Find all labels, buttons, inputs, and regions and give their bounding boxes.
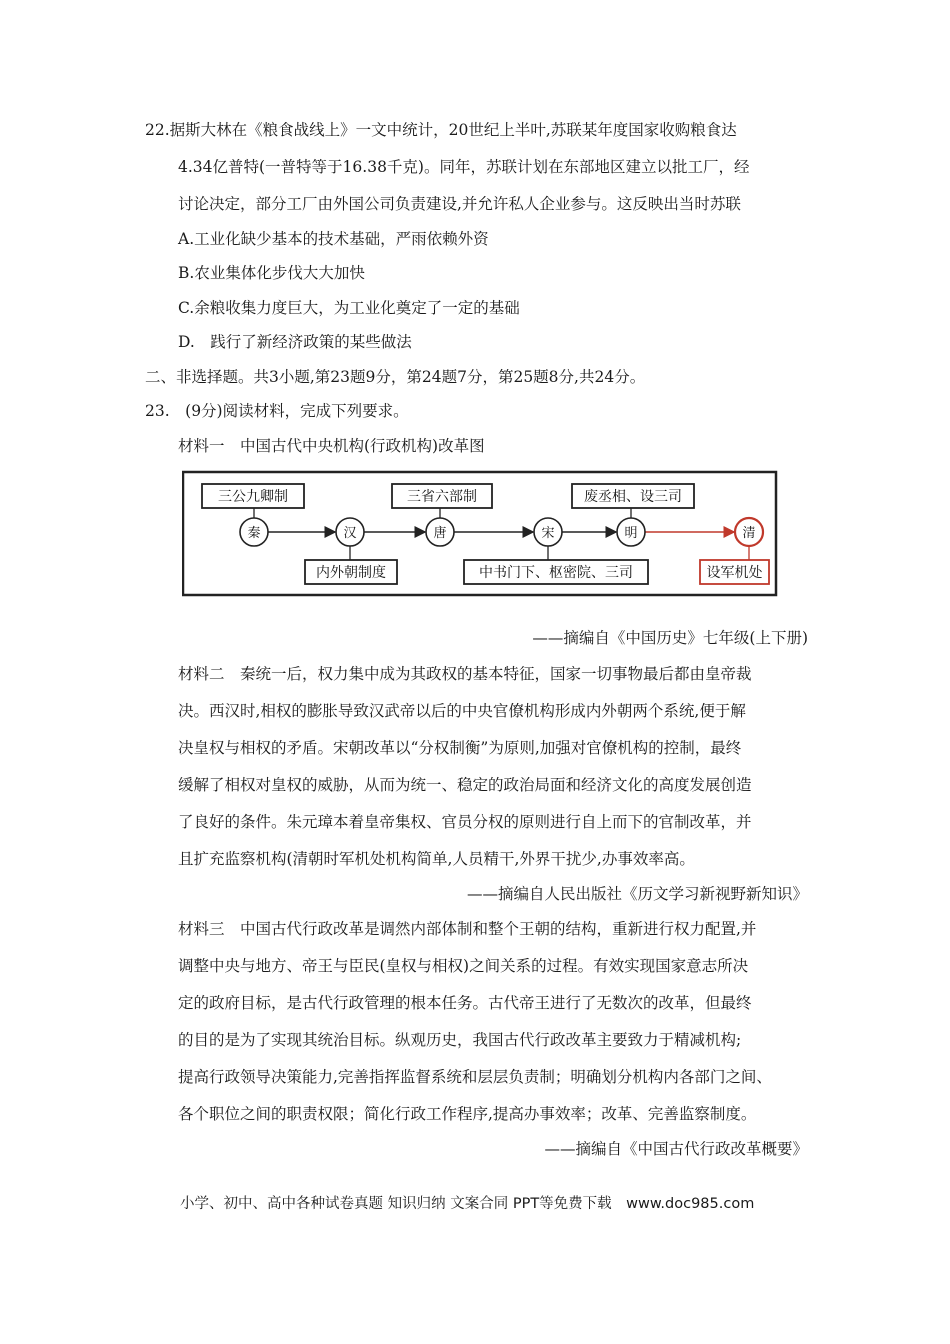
material3-line-1: 材料三 中国古代行政改革是调然内部体制和整个王朝的结构，重新进行权力配置,并 [178,920,757,938]
material2-line-5: 了良好的条件。朱元璋本着皇帝集权、官员分权的原则进行自上而下的官制改革，并 [178,813,752,831]
reform-diagram [182,470,782,600]
material2-line-6: 且扩充监察机构(清朝时军机处机构简单,人员精干,外界干扰少,办事效率高。 [178,850,695,868]
dynasty-label: 秦 [247,526,261,541]
material2-line-3: 决皇权与相权的矛盾。宋朝改革以“分权制衡”为原则,加强对官僚机构的控制，最终 [178,739,742,757]
material3-line-4: 的目的是为了实现其统治目标。纵观历史，我国古代行政改革主要致力于精减机构; [178,1031,742,1049]
material3-line-5: 提高行政领导决策能力,完善指挥监督系统和层层负责制；明确划分机构内各部门之间、 [178,1068,772,1086]
reform-box-label: 三公九卿制 [218,489,288,505]
material3-source: ——摘编自《中国古代行政改革概要》 [544,1140,808,1158]
dynasty-label: 清 [742,526,756,541]
q22-stem-line-3: 讨论决定，部分工厂由外国公司负责建设,并允许私人企业参与。这反映出当时苏联 [178,195,741,213]
material1-label: 材料一 中国古代中央机构(行政机构)改革图 [178,437,485,455]
q23-stem: 23. (9分)阅读材料，完成下列要求。 [145,402,409,420]
reform-box-label: 内外朝制度 [316,565,386,581]
dynasty-label: 汉 [343,526,357,541]
q22-option-d: D. 践行了新经济政策的某些做法 [178,333,412,351]
q22-option-c: C.余粮收集力度巨大，为工业化奠定了一定的基础 [178,299,520,317]
dynasty-label: 唐 [433,526,447,541]
reform-box-label: 中书门下、枢密院、三司 [479,565,633,581]
q22-stem-line-2: 4.34亿普特(一普特等于16.38千克)。同年，苏联计划在东部地区建立以批工厂，经 [178,158,750,176]
material2-line-4: 缓解了相权对皇权的威胁，从而为统一、稳定的政治局面和经济文化的高度发展创造 [178,776,752,794]
material2-line-1: 材料二 秦统一后，权力集中成为其政权的基本特征，国家一切事物最后都由皇帝裁 [178,665,752,683]
reform-box-label: 废丞相、设三司 [584,489,682,505]
material3-line-2: 调整中央与地方、帝王与臣民(皇权与相权)之间关系的过程。有效实现国家意志所决 [178,957,749,975]
reform-box-label: 设军机处 [706,565,763,581]
material1-source: ——摘编自《中国历史》七年级(上下册) [532,629,808,647]
dynasty-label: 宋 [541,526,555,541]
q22-option-a: A.工业化缺少基本的技术基础，严雨依赖外资 [178,230,489,248]
material3-line-6: 各个职位之间的职责权限；简化行政工作程序,提高办事效率；改革、完善监察制度。 [178,1105,757,1123]
dynasty-label: 明 [624,526,638,541]
q22-stem-line-1: 22.据斯大林在《粮食战线上》一文中统计，20世纪上半叶,苏联某年度国家收购粮食达 [145,121,737,139]
section-heading: 二、非选择题。共3小题,第23题9分，第24题7分，第25题8分,共24分。 [145,368,646,386]
material2-line-2: 决。西汉时,相权的膨胀导致汉武帝以后的中央官僚机构形成内外朝两个系统,便于解 [178,702,746,720]
material2-source: ——摘编自人民出版社《历文学习新视野新知识》 [466,885,808,903]
footer-text: 小学、初中、高中各种试卷真题 知识归纳 文案合同 PPT等免费下载 www.doc985.com [180,1196,755,1212]
q22-option-b: B.农业集体化步伐大大加快 [178,264,365,282]
reform-box-label: 三省六部制 [407,489,477,505]
material3-line-3: 定的政府目标，是古代行政管理的根本任务。古代帝王进行了无数次的改革，但最终 [178,994,752,1012]
